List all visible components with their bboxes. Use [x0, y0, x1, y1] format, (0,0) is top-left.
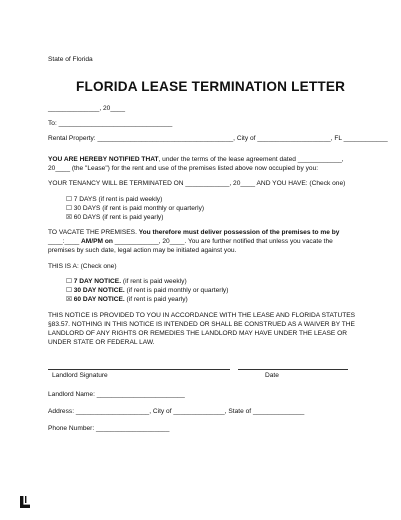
- landlord-name-line: Landlord Name: ________________________: [48, 391, 185, 398]
- statute-line-4: UNDER STATE OR FEDERAL LAW.: [48, 339, 155, 346]
- this-is-a-line: THIS IS A: (Check one): [48, 263, 117, 270]
- checkbox-60-days[interactable]: ☒ 60 DAYS (if rent is paid yearly): [66, 214, 164, 221]
- signature-date-label: Date: [265, 372, 279, 379]
- statute-line-3: LANDLORD OF ANY RIGHTS OR REMEDIES THE LANDLORD MAY HAVE UNDER THE LEASE OR: [48, 330, 347, 337]
- notice-line-2: 20____ (the "Lease") for the rent and use of the premises listed above now occupied by you:: [48, 165, 319, 172]
- document-title: FLORIDA LEASE TERMINATION LETTER: [76, 79, 346, 94]
- checkbox-7-day-notice[interactable]: ☐ 7 DAY NOTICE. (if rent is paid weekly): [66, 278, 187, 285]
- to-line: To: _______________________________: [48, 120, 173, 127]
- signature-line: [48, 369, 230, 370]
- checkbox-30-day-notice[interactable]: ☐ 30 DAY NOTICE. (if rent is paid monthly or quarterly): [66, 287, 229, 294]
- tenancy-line: YOUR TENANCY WILL BE TERMINATED ON ____________, 20____ AND YOU HAVE: (Check one): [48, 180, 346, 187]
- state-label: State of Florida: [48, 56, 93, 63]
- statute-line-1: THIS NOTICE IS PROVIDED TO YOU IN ACCORDANCE WITH THE LEASE AND FLORIDA STATUTES: [48, 312, 356, 319]
- date-signature-line: [238, 369, 348, 370]
- rental-property-line: Rental Property: _____________________________________, City of ____________________, FL ____________: [48, 135, 388, 142]
- vacate-line-2: ____:____ AM/PM on ____________, 20____. You are further notified that unless you vacate the: [48, 238, 333, 245]
- landlord-signature-label: Landlord Signature: [52, 372, 108, 379]
- address-line: Address: ____________________, City of ______________, State of ______________: [48, 408, 305, 415]
- checkbox-60-day-notice[interactable]: ☒ 60 DAY NOTICE. (if rent is paid yearly): [66, 296, 188, 303]
- date-line: ______________, 20____: [48, 105, 126, 112]
- statute-line-2: §83.57. NOTHING IN THIS NOTICE IS INTENDED OR SHALL BE CONSTRUED AS A WAIVER BY THE: [48, 321, 355, 328]
- phone-number-line: Phone Number: ____________________: [48, 425, 170, 432]
- notice-line-1: YOU ARE HEREBY NOTIFIED THAT, under the terms of the lease agreement dated ____________,: [48, 156, 344, 163]
- checkbox-30-days[interactable]: ☐ 30 DAYS (if rent is paid monthly or quarterly): [66, 205, 205, 212]
- checkbox-7-days[interactable]: ☐ 7 DAYS (if rent is paid weekly): [66, 196, 163, 203]
- vacate-line-3: premises by such date, legal action may be initiated against you.: [48, 247, 237, 254]
- vacate-line-1: TO VACATE THE PREMISES. You therefore must deliver possession of the premises to me by: [48, 229, 340, 236]
- logo-icon: [20, 496, 30, 508]
